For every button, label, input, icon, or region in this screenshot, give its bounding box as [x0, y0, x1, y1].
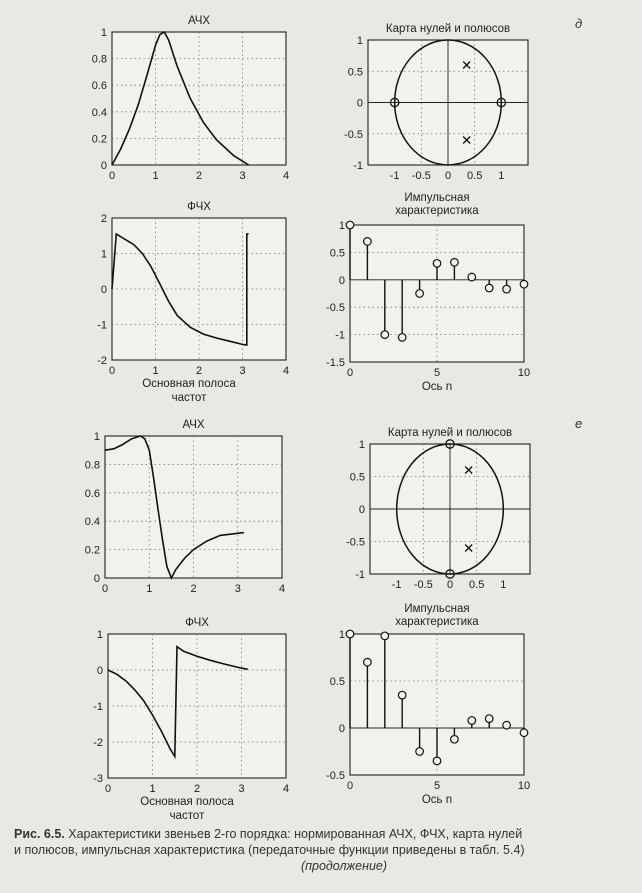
stem-marker	[451, 258, 459, 266]
x-tick-label: 0	[346, 367, 354, 379]
x-tick-label: 3	[234, 583, 241, 595]
x-tick-label: 1	[146, 583, 153, 595]
chart-d-imp	[326, 192, 530, 393]
y-tick-label: 1	[338, 220, 345, 232]
x-tick-label: 0	[108, 365, 116, 377]
stem-marker	[381, 632, 389, 640]
x-axis-label: частот	[171, 392, 207, 404]
y-tick-label: -3	[93, 773, 103, 785]
y-tick-label: -2	[93, 737, 103, 749]
x-tick-label: 10	[517, 367, 531, 379]
x-tick-label: -0.5	[411, 170, 431, 182]
y-tick-label: -1	[93, 701, 103, 713]
chart-e-fchx	[93, 617, 289, 822]
x-tick-label: 1	[152, 170, 159, 182]
y-tick-label: 0	[358, 504, 365, 516]
x-tick-label: 0.5	[469, 579, 485, 591]
chart-e-zp	[346, 427, 530, 591]
stem-marker	[503, 721, 511, 729]
stem-marker	[520, 729, 528, 737]
x-tick-label: 4	[282, 170, 290, 182]
stem-marker	[398, 691, 406, 699]
x-tick-label: 0	[346, 780, 354, 792]
y-tick-label: 1	[100, 27, 107, 39]
chart-d-achx	[92, 15, 289, 182]
y-tick-label: 1	[93, 431, 100, 443]
y-tick-label: -1	[97, 319, 107, 332]
stem-marker	[381, 331, 389, 339]
y-tick-label: 0.5	[329, 676, 345, 688]
y-tick-label: -1	[355, 569, 365, 581]
y-tick-label: 0.2	[91, 133, 107, 146]
y-tick-label: -0.5	[346, 536, 365, 549]
x-tick-label: 0.5	[467, 170, 483, 182]
stem-marker	[451, 735, 459, 743]
chart-e-achx	[85, 419, 285, 595]
x-tick-label: -1	[391, 579, 402, 591]
x-tick-label: 0	[108, 170, 116, 182]
stem-marker	[416, 290, 424, 298]
y-tick-label: -1	[335, 329, 345, 342]
y-tick-label: -0.5	[326, 302, 345, 315]
chart-title: Карта нулей и полюсов	[387, 427, 513, 439]
x-axis-label: частот	[169, 810, 205, 822]
y-tick-label: 1	[356, 35, 363, 47]
x-tick-label: 10	[517, 780, 531, 792]
plot-frame	[105, 436, 282, 578]
x-tick-label: 1	[498, 170, 505, 182]
caption-line-3: (продолжение)	[300, 859, 388, 873]
y-tick-label: 0	[338, 274, 345, 287]
x-tick-label: 5	[433, 367, 441, 379]
y-tick-label: 0.4	[84, 516, 100, 529]
y-tick-label: -0.5	[344, 128, 363, 141]
y-tick-label: 0	[100, 284, 107, 296]
stem-marker	[433, 260, 441, 268]
y-tick-label: 1	[338, 629, 345, 641]
y-tick-label: -0.5	[326, 770, 345, 782]
x-tick-label: 4	[278, 583, 286, 595]
chart-title: АЧХ	[187, 15, 211, 27]
y-tick-label: 0.2	[84, 544, 100, 557]
x-tick-label: 1	[152, 365, 159, 377]
x-tick-label: -1	[389, 170, 400, 182]
chart-title: характеристика	[395, 205, 479, 217]
chart-d-fchx	[97, 201, 289, 404]
stem-marker	[364, 238, 372, 246]
chart-d-zp	[344, 23, 528, 182]
x-tick-label: 4	[282, 365, 290, 377]
x-tick-label: 2	[195, 170, 203, 182]
stem-marker	[520, 280, 528, 288]
y-tick-label: 0.6	[84, 487, 100, 500]
stem-marker	[485, 284, 493, 292]
stem-marker	[468, 273, 476, 281]
figure-caption	[14, 826, 634, 874]
chart-title: характеристика	[395, 616, 479, 628]
x-tick-label: 3	[238, 783, 245, 795]
stem-marker	[364, 658, 372, 666]
panel-letter-e: е	[575, 416, 583, 431]
y-tick-label: -2	[97, 355, 107, 367]
caption-line-1: Характеристики звеньев 2-го порядка: нормированная АЧХ, ФЧХ, карта нулей	[68, 827, 523, 841]
x-tick-label: 4	[282, 783, 290, 795]
x-axis-label: Основная полоса	[142, 378, 236, 390]
y-tick-label: 2	[100, 213, 107, 225]
x-axis-label: Ось n	[421, 794, 453, 806]
x-axis-label: Ось n	[421, 381, 453, 393]
x-tick-label: 1	[500, 579, 507, 591]
y-tick-label: 0.8	[91, 53, 107, 66]
x-tick-label: 0	[444, 170, 452, 182]
x-tick-label: -0.5	[413, 579, 433, 591]
y-tick-label: 0.8	[84, 459, 100, 472]
y-tick-label: 0.6	[91, 80, 107, 93]
y-tick-label: 1	[100, 248, 107, 261]
panel-letter-d: д	[575, 16, 583, 31]
y-tick-label: 1	[358, 439, 365, 451]
y-tick-label: 0.5	[347, 66, 363, 79]
x-tick-label: 1	[149, 783, 156, 795]
y-tick-label: 0	[356, 97, 363, 110]
chart-e-imp	[326, 603, 530, 806]
stem-marker	[433, 757, 441, 765]
y-tick-label: 0	[338, 723, 345, 735]
x-tick-label: 2	[195, 365, 203, 377]
stem-marker	[503, 285, 511, 293]
y-tick-label: 0	[96, 665, 103, 677]
x-tick-label: 0	[101, 583, 109, 595]
chart-title: АЧХ	[182, 419, 205, 431]
caption-prefix: Рис. 6.5.	[14, 827, 65, 841]
y-tick-label: 0.5	[329, 247, 345, 260]
x-tick-label: 0	[104, 783, 112, 795]
x-tick-label: 3	[239, 365, 246, 377]
y-tick-label: 0	[93, 573, 100, 585]
chart-title: Карта нулей и полюсов	[385, 23, 511, 35]
x-tick-label: 2	[193, 783, 201, 795]
y-tick-label: -1	[353, 160, 363, 172]
stem-marker	[485, 715, 493, 723]
caption-line-2: и полюсов, импульсная характеристика (передаточные функции приведены в табл. 5.4)	[14, 843, 525, 857]
chart-title: Импульсная	[404, 192, 470, 204]
y-tick-label: 1	[96, 629, 103, 641]
x-tick-label: 3	[239, 170, 246, 182]
y-tick-label: 0.4	[91, 106, 107, 119]
stem-marker	[346, 221, 354, 229]
stem-marker	[398, 334, 406, 342]
stem-marker	[416, 748, 424, 756]
x-tick-label: 5	[433, 780, 441, 792]
x-tick-label: 2	[190, 583, 197, 595]
x-axis-label: Основная полоса	[140, 796, 234, 808]
x-tick-label: 0	[446, 579, 454, 591]
chart-title: ФЧХ	[187, 201, 211, 213]
y-tick-label: 0	[100, 160, 107, 172]
y-tick-label: 0.5	[349, 471, 365, 484]
chart-title: Импульсная	[404, 603, 470, 615]
chart-title: ФЧХ	[185, 617, 209, 629]
stem-marker	[468, 717, 476, 725]
stem-marker	[346, 630, 354, 638]
y-tick-label: -1.5	[326, 357, 345, 369]
